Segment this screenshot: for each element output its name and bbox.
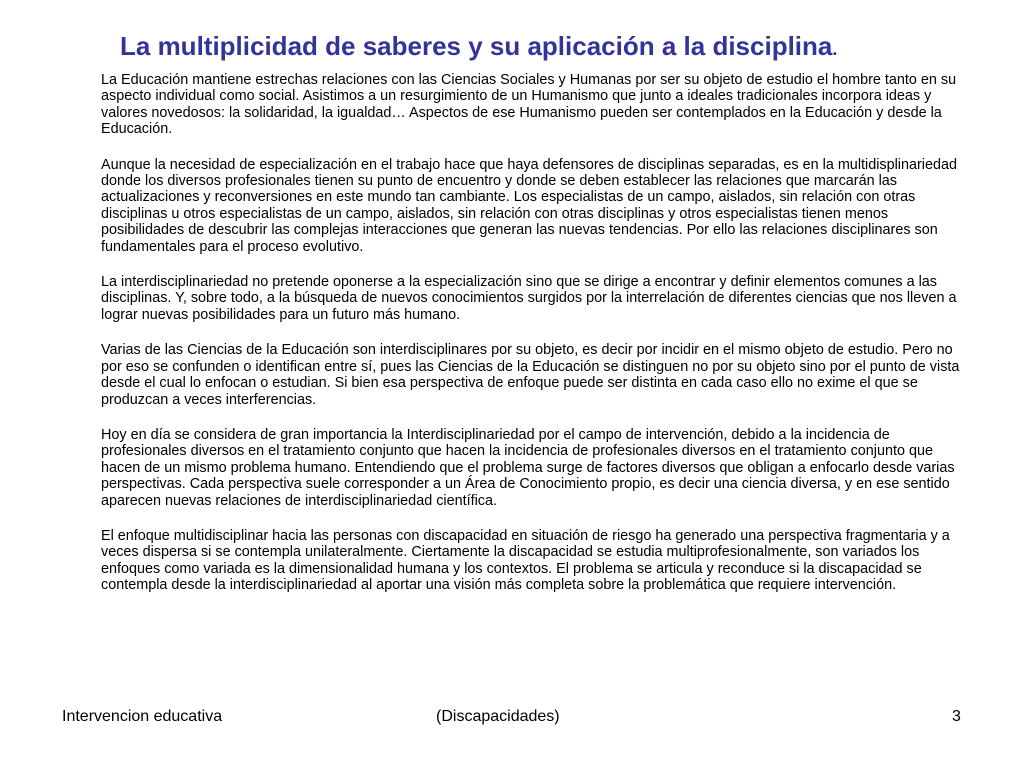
paragraph-intervention-field: Hoy en día se considera de gran importancia la Interdisciplinariedad por el campo de intervención, debido a la incidencia de profesionales diversos en el tratamiento conjunto que hacen la incidencia de profesionales diversos en el tratamiento conjunto que hacen de un mismo problema humano. Entendiendo que el problema surge de factores diversos que obligan a enfocarlo desde varias perspectivas. Cada perspectiva suele corresponder a un Área de Conocimiento propio, es decir una ciencia diversa, y en ese sentido aparecen nuevas relaciones de interdisciplinariedad científica. [101, 426, 955, 509]
paragraph-interdisciplinarity: La interdisciplinariedad no pretende oponerse a la especialización sino que se dirige a encontrar y definir elementos comunes a las disciplinas. Y, sobre todo, a la búsqueda de nuevos conocimientos surgidos por la interrelación de diferentes ciencias que nos lleven a lograr nuevas posibilidades para un futuro más humano. [101, 274, 957, 323]
footer-left-text: Intervencion educativa [62, 708, 223, 725]
slide-title-suffix: . [832, 39, 838, 59]
paragraph-education-sciences: Varias de las Ciencias de la Educación son interdisciplinares por su objeto, es decir por incidir en el mismo objeto de estudio. Pero no por eso se confunden o identifican entre sí, pues las Ciencias de la Educación se distinguen no por su objeto sino por el punto de vista desde el cual lo enfocan o estudian. Si bien esa perspectiva de enfoque puede ser distinta en cada caso ello no exime el que se produzcan a veces interferencias. [101, 342, 960, 408]
slide-body [101, 72, 969, 613]
paragraph-specialization: Aunque la necesidad de especialización en el trabajo hace que haya defensores de disciplinas separadas, es en la multidisplinariedad donde los diversos profesionales tienen su punto de encuentro y donde se deben establecer las relaciones que marcarán las actualizaciones y reconversiones en este mundo tan cambiante. Los especialistas de un campo, aislados, sin relación con otras disciplinas u otros especialistas de un campo, aislados, sin relación con otras disciplinas y otros especialistas tienen menos posibilidades de descubrir las complejas interacciones que generan las nuevas tendencias. Por ello las relaciones disciplinares son fundamentales para el proceso evolutivo. [101, 156, 958, 255]
slide-title-text: La multiplicidad de saberes y su aplicación a la disciplina [120, 31, 833, 61]
paragraph-education-humanism: La Educación mantiene estrechas relaciones con las Ciencias Sociales y Humanas por ser su objeto de estudio el hombre tanto en su aspecto individual como social. Asistimos a un resurgimiento de un Humanismo que junto a ideales tradicionales incorpora ideas y valores novedosos: la solidaridad, la igualdad… Aspectos de ese Humanismo pueden ser contemplados en la Educación y desde la Educación. [101, 72, 957, 138]
slide-title [120, 28, 980, 67]
footer-center-text: (Discapacidades) [436, 708, 560, 725]
page-number: 3 [952, 708, 961, 725]
paragraph-disability-approach: El enfoque multidisciplinar hacia las personas con discapacidad en situación de riesgo ha generado una perspectiva fragmentaria y a veces dispersa si se contempla unilateralmente. Ciertamente la discapacidad se estudia multiprofesionalmente, son variados los enfoques como variada es la dimensionalidad humana y los contextos. El problema se articula y reconduce si la discapacidad se contempla desde la interdisciplinariedad al aportar una visión más completa sobre la problemática que requiere intervención. [101, 527, 950, 594]
